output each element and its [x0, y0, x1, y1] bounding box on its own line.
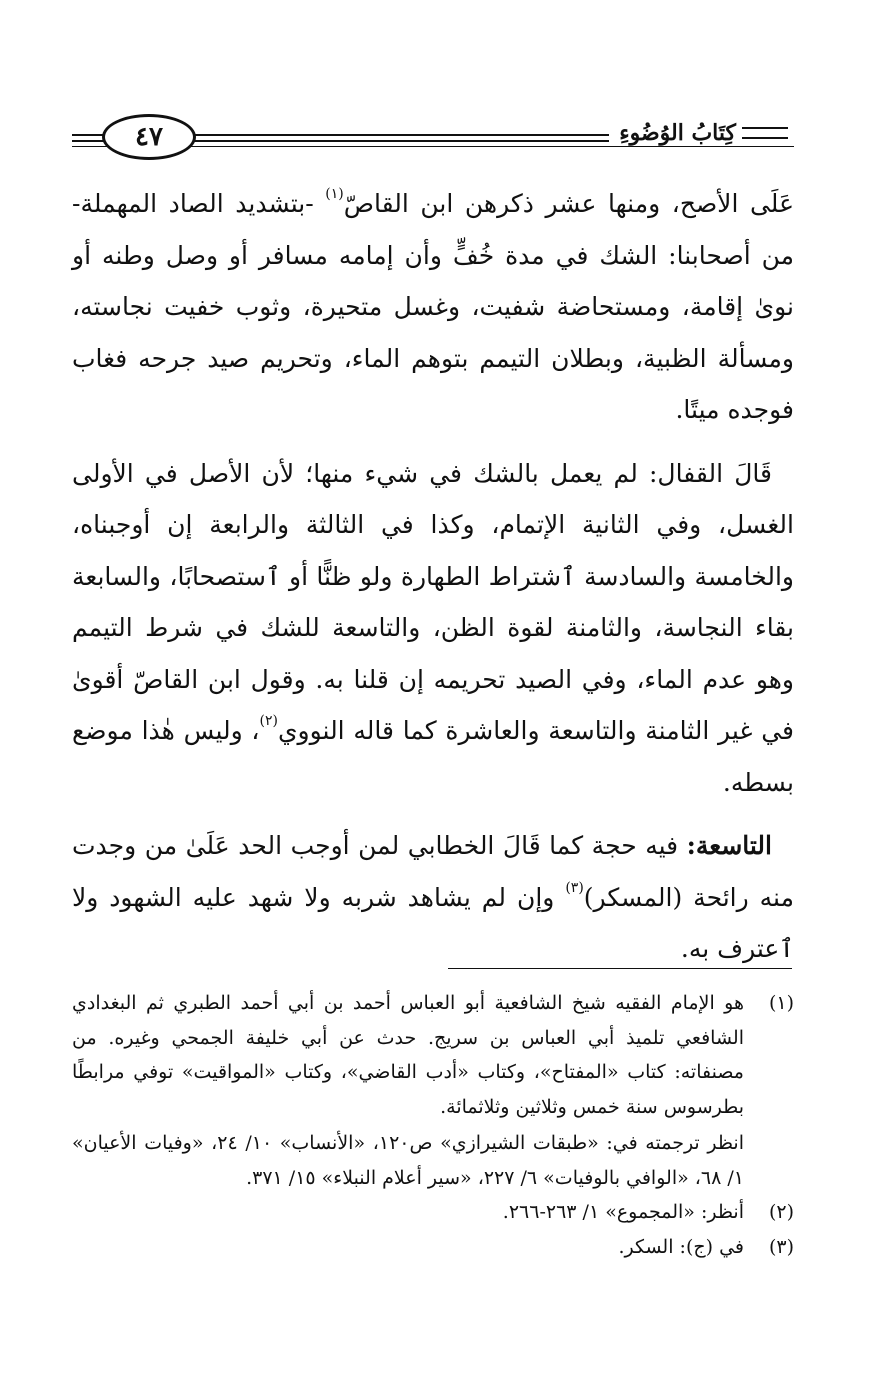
title-ornament	[742, 127, 788, 139]
paragraph-3	[72, 820, 794, 975]
footnote-number: (٣)	[768, 1235, 794, 1258]
running-title	[609, 120, 794, 146]
footnote-3	[72, 1230, 794, 1265]
paragraph-2	[72, 448, 794, 809]
book-title: كِتَابُ الوُضُوءِ	[619, 120, 736, 146]
footnotes	[72, 986, 794, 1264]
footnote-ref-2[interactable]: (٢)	[259, 713, 278, 729]
footnote-number: (١)	[768, 992, 794, 1014]
footnote-text: في (ج): السكر.	[618, 1235, 744, 1258]
footnote-separator	[448, 968, 792, 969]
paragraph-1	[72, 178, 794, 436]
footnote-1	[72, 986, 794, 1195]
paragraph-text: عَلَى الأصح، ومنها عشر ذكرهن ابن القاصّ	[343, 189, 794, 218]
page-header	[72, 108, 794, 166]
paragraph-lead: التاسعة:	[686, 831, 772, 860]
paragraph-text: وإن لم يشاهد شربه ولا شهد عليه الشهود ولا ٱعترف به.	[72, 882, 794, 963]
footnote-2	[72, 1195, 794, 1230]
footnote-text: هو الإمام الفقيه شيخ الشافعية أبو العباس أحمد بن أبي أحمد الطبري ثم البغدادي الشافعي تلميذ أبي العباس بن سريج. حدث عن أبي خليفة الجمحي وغيره. من مصنفاته: كتاب «المفتاح»، وكتاب «أدب القاضي»، وكتاب «المواقيت» توفي مرابطًا بطرسوس سنة خمس وثلاثين وثلاثمائة.	[72, 992, 744, 1118]
footnote-text: انظر ترجمته في: «طبقات الشيرازي» ص١٢٠، «الأنساب» ١٠/ ٢٤، «وفيات الأعيان» ١/ ٦٨، «الوافي بالوفيات» ٦/ ٢٢٧، «سير أعلام النبلاء» ١٥/ ٣٧١.	[72, 1132, 744, 1189]
footnote-text: أنظر: «المجموع» ١/ ٢٦٣-٢٦٦.	[502, 1201, 744, 1223]
footnote-ref-3[interactable]: (٣)	[565, 879, 584, 896]
page-number: ٤٧	[102, 114, 196, 160]
footnote-ref-1[interactable]: (١)	[325, 186, 344, 202]
paragraph-text: فيه حجة كما قَالَ الخطابي لمن أوجب الحد عَلَىٰ من وجدت منه رائحة (المسكر)	[72, 831, 794, 912]
paragraph-text: -بتشديد الصاد المهملة- من أصحابنا: الشك في مدة خُفٍّ وأن إمامه مسافر أو وصل وطنه أو نوىٰ إقامة، ومستحاضة شفيت، وغسل متحيرة، وثوب خفيت نجاسته، ومسألة الظبية، وبطلان التيمم بتوهم الماء، وتحريم صيد جرحه فغاب فوجده ميتًا.	[72, 189, 794, 424]
paragraph-text: قَالَ القفال: لم يعمل بالشك في شيء منها؛ لأن الأصل في الأولى الغسل، وفي الثانية الإتمام، وكذا في الثالثة والرابعة إن أوجبناه، والخامسة والسادسة ٱشتراط الطهارة ولو ظنًّا أو ٱستصحابًا، والسابعة بقاء النجاسة، والثامنة لقوة الظن، والتاسعة للشك في شرط التيمم وهو عدم الماء، وفي الصيد تحريمه إن قلنا به. وقول ابن القاصّ أقوىٰ في غير الثامنة والتاسعة والعاشرة كما قاله النووي	[72, 458, 794, 745]
paragraph-text: ، وليس هٰذا موضع بسطه.	[72, 716, 794, 797]
main-text	[72, 178, 794, 987]
footnote-number: (٢)	[768, 1201, 794, 1223]
